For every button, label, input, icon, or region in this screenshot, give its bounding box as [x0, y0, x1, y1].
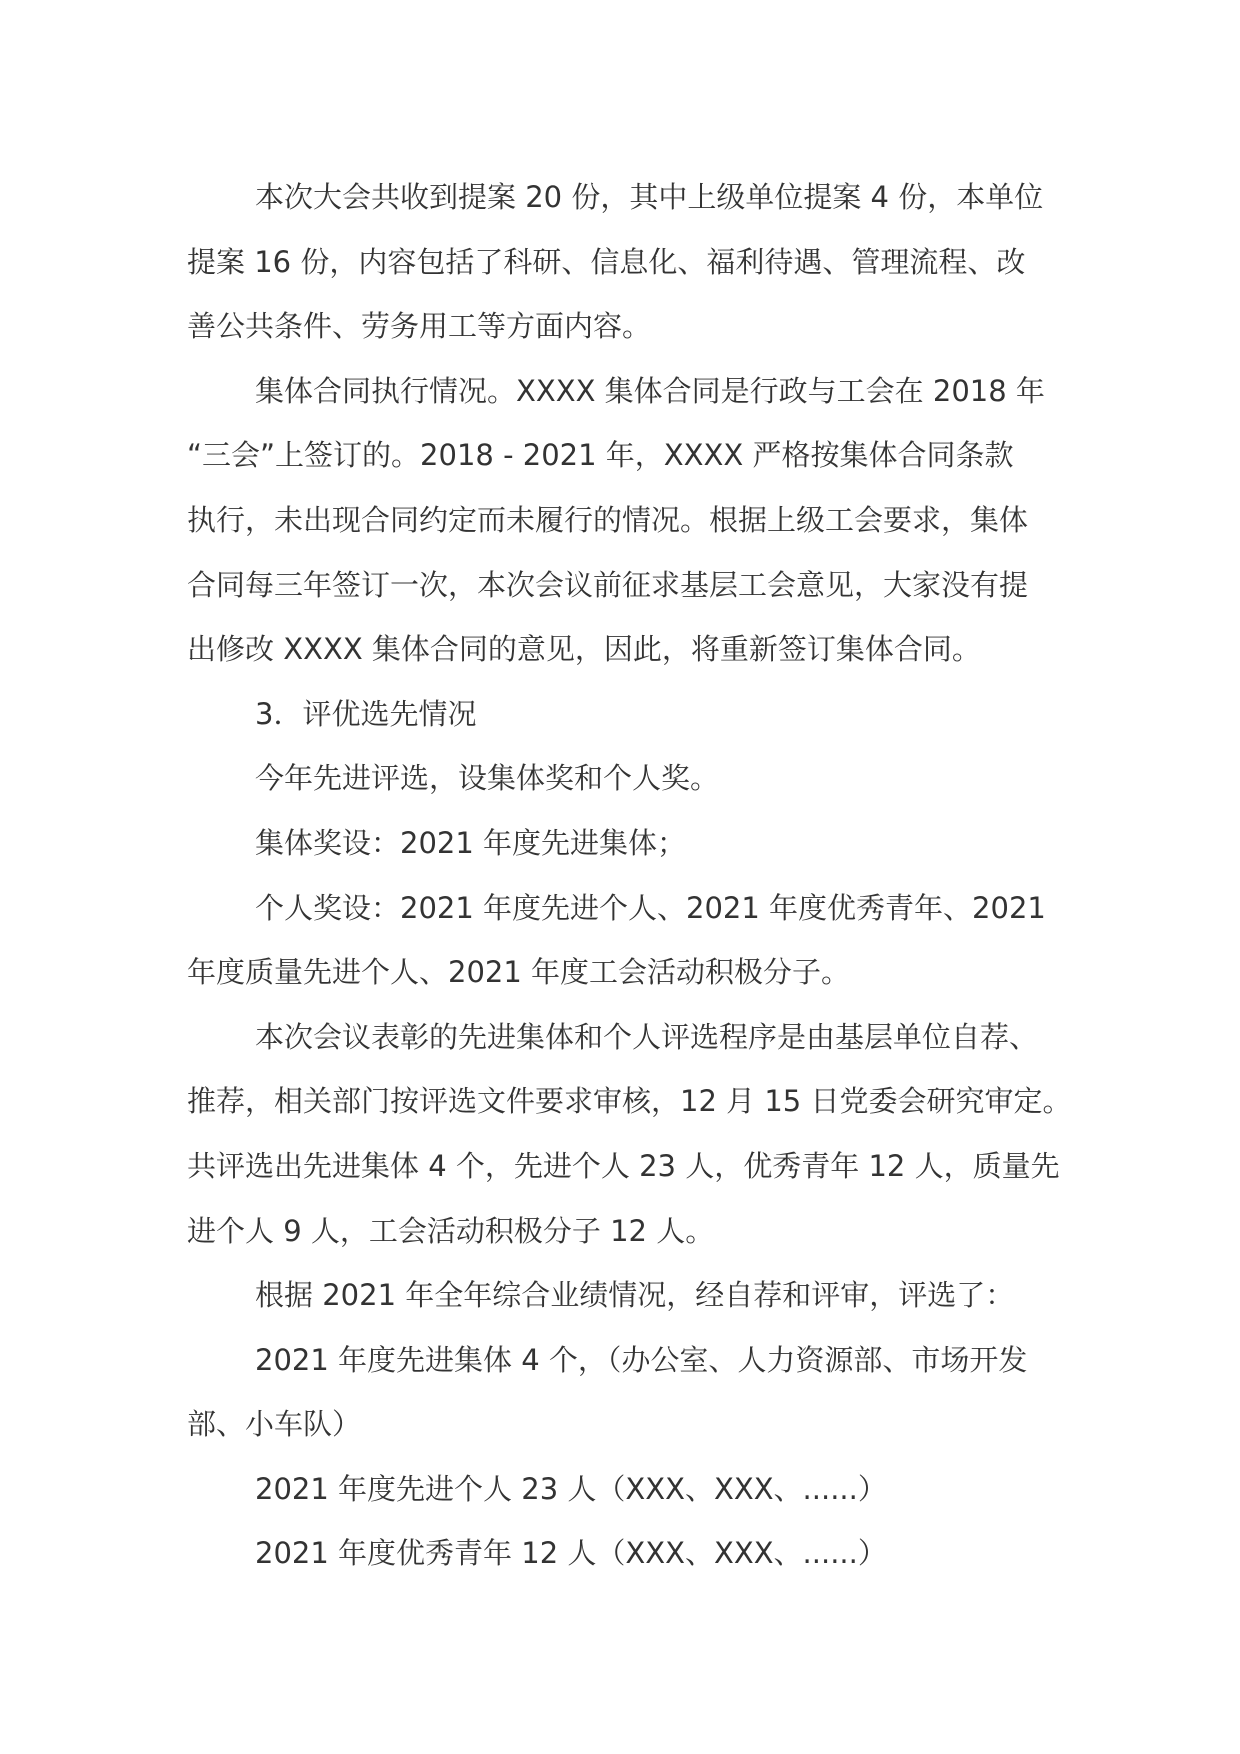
text-line: 2021 年度优秀青年 12 人（XXX、XXX、......） — [255, 1536, 887, 1571]
paragraph-individual-award — [187, 876, 1047, 1005]
text-line: 个人奖设：2021 年度先进个人、2021 年度优秀青年、2021 — [255, 890, 1046, 925]
document-body — [187, 165, 1072, 1586]
paragraph-collective-contract — [187, 359, 1047, 682]
text-line: 集体合同执行情况。XXXX 集体合同是行政与工会在 2018 年 — [255, 373, 1045, 408]
section-heading-awards — [187, 682, 1047, 747]
text-line: 共评选出先进集体 4 个，先进个人 23 人，优秀青年 12 人，质量先 — [187, 1148, 1060, 1183]
text-line: 根据 2021 年全年综合业绩情况，经自荐和评审，评选了： — [255, 1278, 1015, 1313]
text-line: 2021 年度先进集体 4 个，（办公室、人力资源部、市场开发 — [255, 1342, 1028, 1377]
text-line: “三会”上签订的。2018 - 2021 年，XXXX 严格按集体合同条款 — [187, 438, 1014, 473]
text-line: 进个人 9 人，工会活动积极分子 12 人。 — [187, 1213, 715, 1248]
paragraph-proposals — [187, 165, 1047, 359]
text-line: 合同每三年签订一次，本次会议前征求基层工会意见，大家没有提 — [187, 567, 1029, 602]
text-line: 2021 年度先进个人 23 人（XXX、XXX、......） — [255, 1471, 887, 1506]
text-line: 出修改 XXXX 集体合同的意见，因此，将重新签订集体合同。 — [187, 632, 981, 667]
text-line: 执行，未出现合同约定而未履行的情况。根据上级工会要求，集体 — [187, 502, 1029, 537]
text-line: 本次大会共收到提案 20 份，其中上级单位提案 4 份，本单位 — [255, 180, 1044, 214]
list-item-advanced-individual — [187, 1457, 1047, 1522]
paragraph-selection-basis — [187, 1263, 1047, 1328]
text-line: 年度质量先进个人、2021 年度工会活动积极分子。 — [187, 955, 851, 990]
list-item-advanced-collective — [187, 1328, 1047, 1457]
text-line: 集体奖设：2021 年度先进集体； — [255, 825, 687, 860]
text-line: 部、小车队） — [187, 1407, 362, 1442]
text-line: 提案 16 份，内容包括了科研、信息化、福利待遇、管理流程、改 — [187, 244, 1026, 279]
list-item-outstanding-youth — [187, 1521, 1047, 1586]
paragraph-selection-procedure — [187, 1005, 1072, 1263]
text-line: 今年先进评选，设集体奖和个人奖。 — [255, 761, 720, 796]
text-line: 3．评优选先情况 — [255, 696, 477, 731]
paragraph-collective-award — [187, 811, 1047, 876]
text-line: 推荐，相关部门按评选文件要求审核，12 月 15 日党委会研究审定。 — [187, 1084, 1072, 1119]
paragraph-awards-intro — [187, 746, 1047, 811]
text-line: 善公共条件、劳务用工等方面内容。 — [187, 309, 652, 344]
text-line: 本次会议表彰的先进集体和个人评选程序是由基层单位自荐、 — [255, 1019, 1039, 1054]
